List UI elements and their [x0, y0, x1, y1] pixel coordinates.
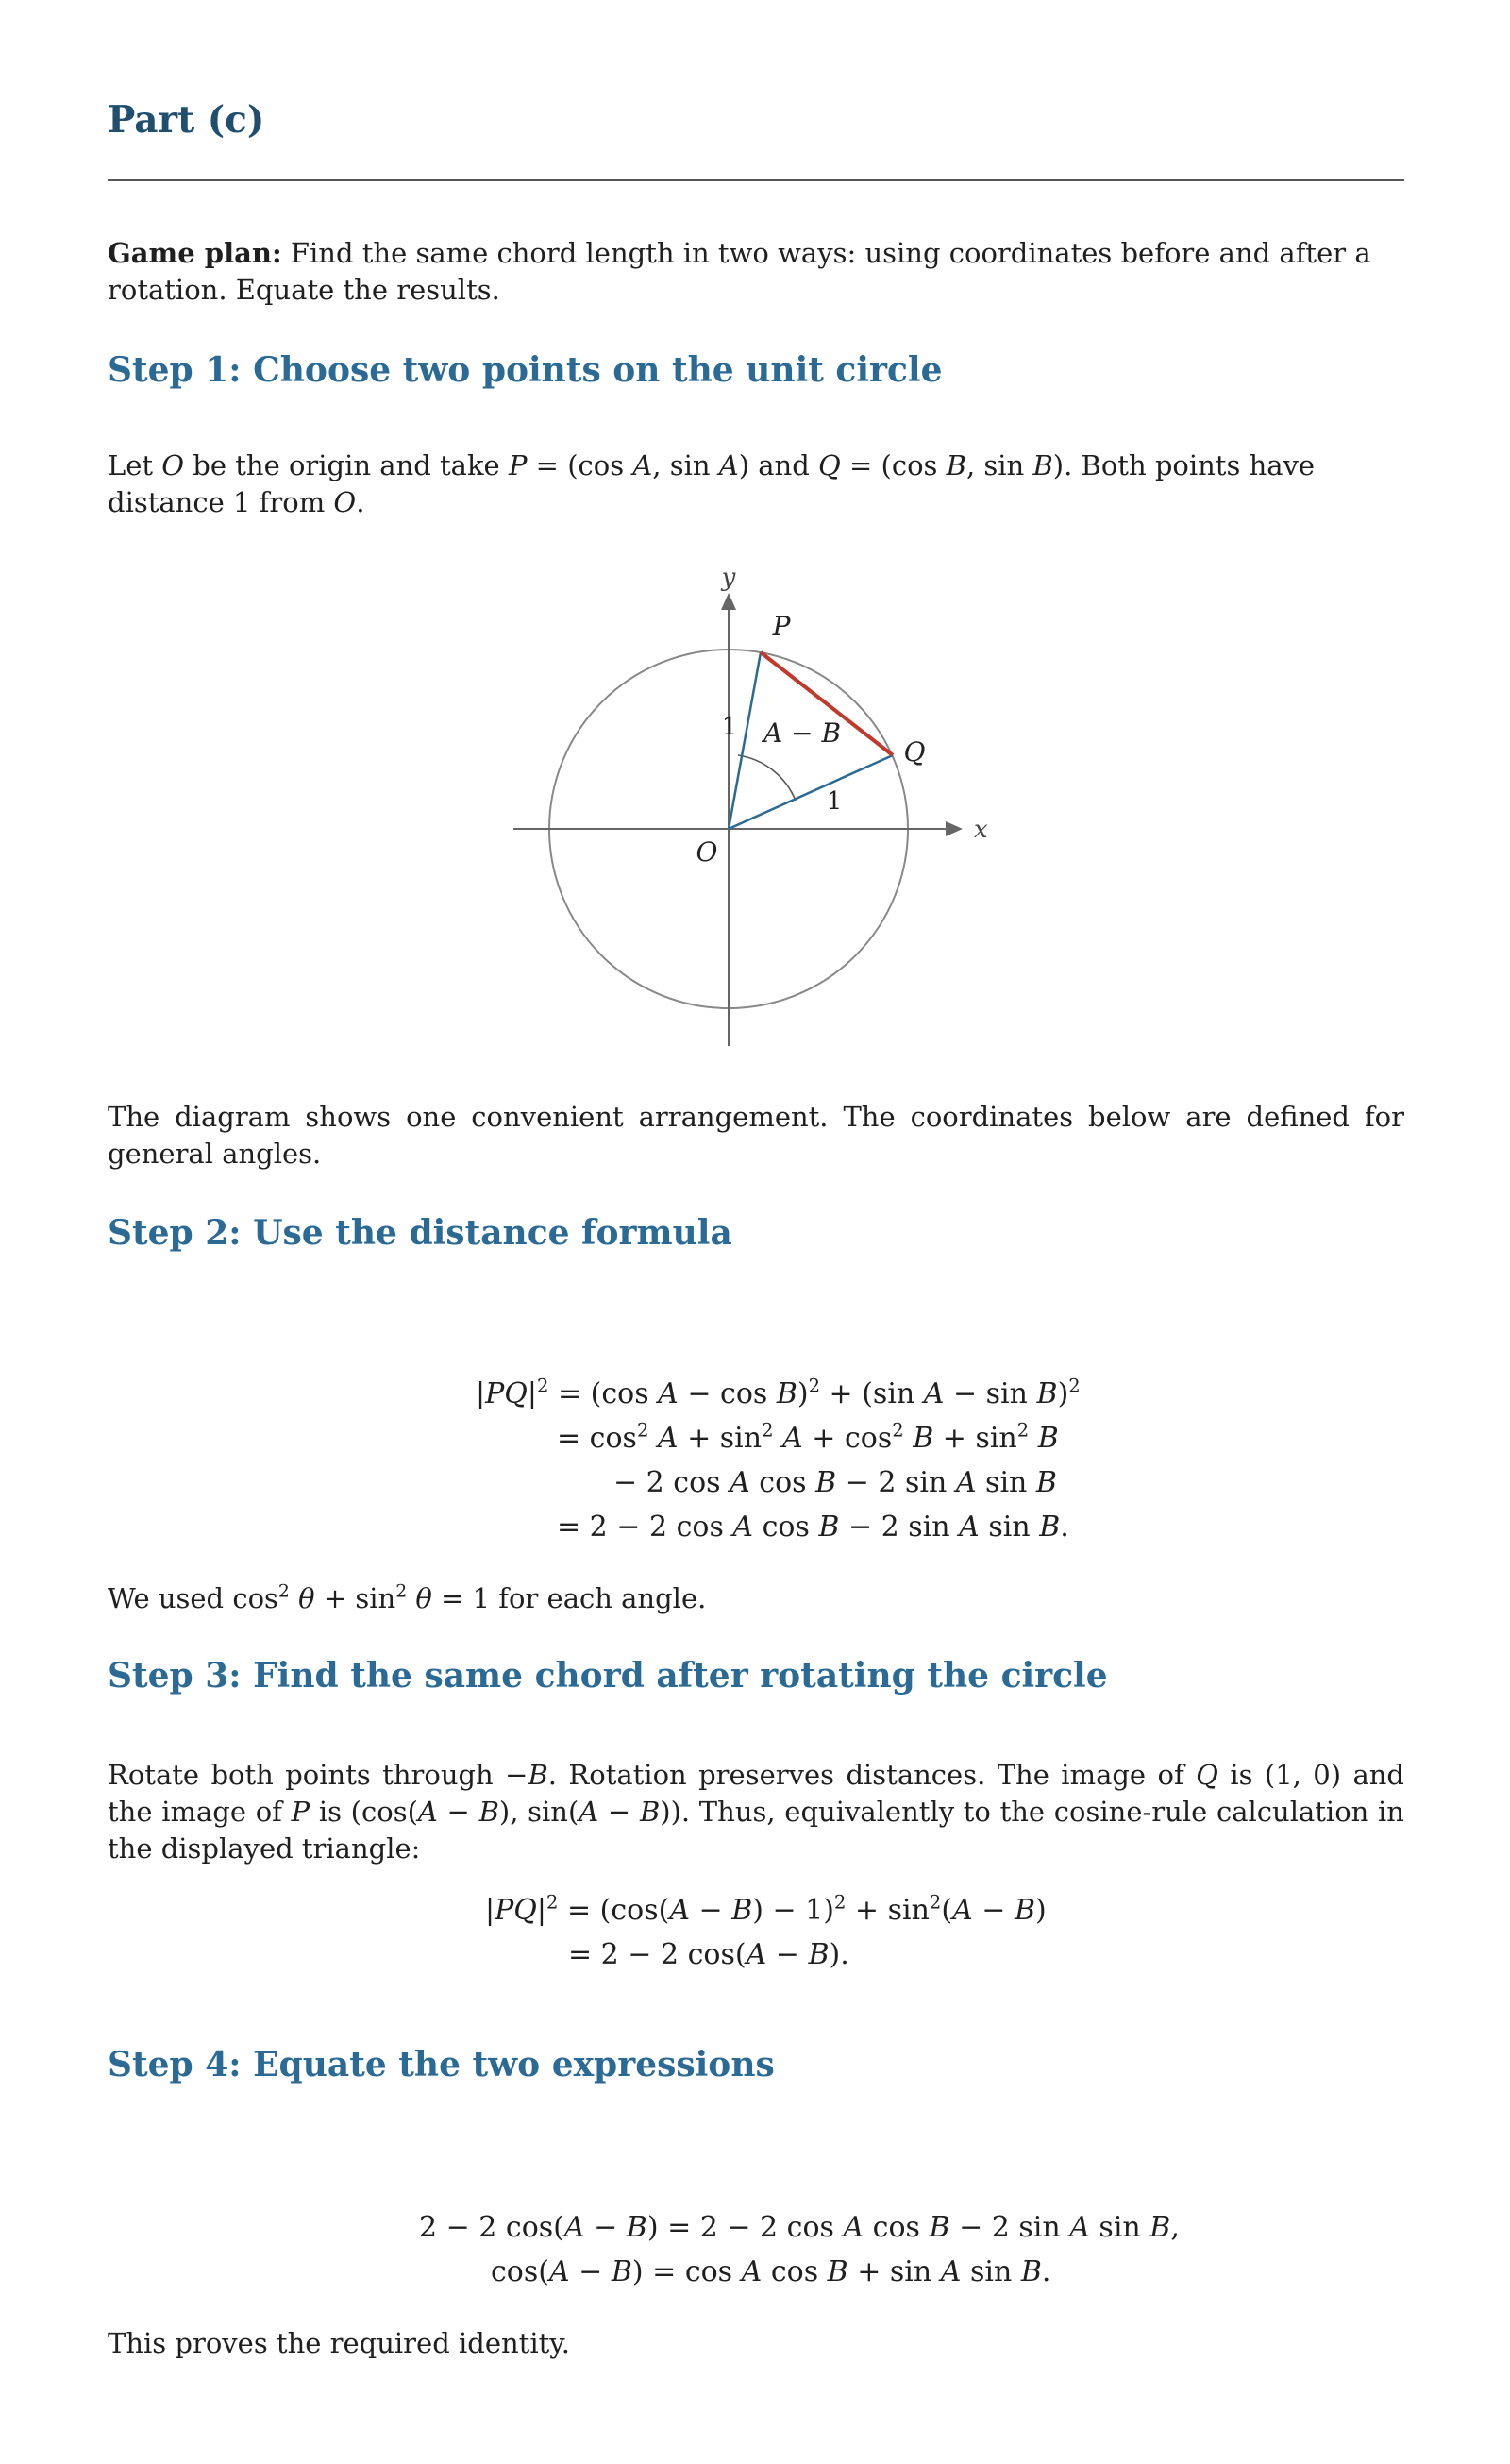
step3-eq-line-1: $|PQ|^2 = (\cos(A - B) - 1)^2 + \sin^2(A - B)$ [485, 1891, 1047, 1927]
radius-oq [729, 755, 893, 829]
game-plan-text: Find the same chord length in two ways: using coordinates before and after a rotation. Equate the results. [108, 237, 1371, 306]
origin-label: O [696, 836, 718, 868]
step2-heading: Step 2: Use the distance formula [108, 1213, 732, 1253]
title-divider [108, 179, 1404, 181]
radius-q-label: 1 [826, 787, 843, 816]
step3-eq-line-2: = 2 − 2 cos(A − B). [568, 1938, 849, 1971]
step4-eq-line-1: 2 − 2 cos(A − B) = 2 − 2 cos A cos B − 2 sin A sin B, [419, 2211, 1180, 2244]
x-axis-label: x [974, 816, 988, 844]
game-plan [108, 235, 1404, 309]
radius-p-label: 1 [721, 713, 738, 741]
step1-text: Let O be the origin and take P = (cos A, sin A) and Q = (cos B, sin B). Both points have distance 1 from O. [108, 449, 1316, 518]
step2-eq-line-3: − 2 cos A cos B − 2 sin A sin B [613, 1466, 1057, 1499]
angle-arc [738, 755, 796, 801]
step2-eq-line-1: $|PQ|^2 = (\cos$ A − cos B)$^2$ + (sin A − sin B)$^2$ [476, 1375, 1081, 1410]
y-axis-label: y [721, 564, 736, 592]
part-title: Part (c) [108, 98, 265, 142]
point-p-label: P [772, 611, 791, 642]
unit-circle-diagram [108, 557, 1404, 1057]
step1-heading: Step 1: Choose two points on the unit circle [108, 350, 943, 390]
step4-eq-line-2: cos(A − B) = cos A cos B + sin A sin B. [491, 2255, 1051, 2288]
step2-note: We used $\cos^2 \theta + \sin^2 \theta = 1$ for each angle. [108, 1581, 707, 1614]
conclusion: This proves the required identity. [108, 2327, 570, 2359]
step2-eq-line-4: = 2 − 2 cos A cos B − 2 sin A sin B. [557, 1510, 1069, 1544]
step3-text: Rotate both points through −B. Rotation preserves distances. The image of Q is (1, 0) and the image of P is (cos(A − B), sin(A − B)). Thus, equivalently to the cosine-rule calculation in the displayed triangle: [108, 1759, 1404, 1865]
point-q-label: Q [903, 736, 926, 768]
angle-label: A − B [763, 717, 842, 749]
step2-eq-line-2: = $\cos^2 A + \sin^2 A + \cos^2 B + \sin^2 B$ [557, 1419, 1059, 1455]
game-plan-label: Game plan: [108, 237, 282, 269]
diagram-caption: The diagram shows one convenient arrangement. The coordinates below are defined for general angles. [108, 1101, 1404, 1170]
step3-heading: Step 3: Find the same chord after rotating the circle [108, 1656, 1108, 1696]
step4-heading: Step 4: Equate the two expressions [108, 2045, 775, 2084]
